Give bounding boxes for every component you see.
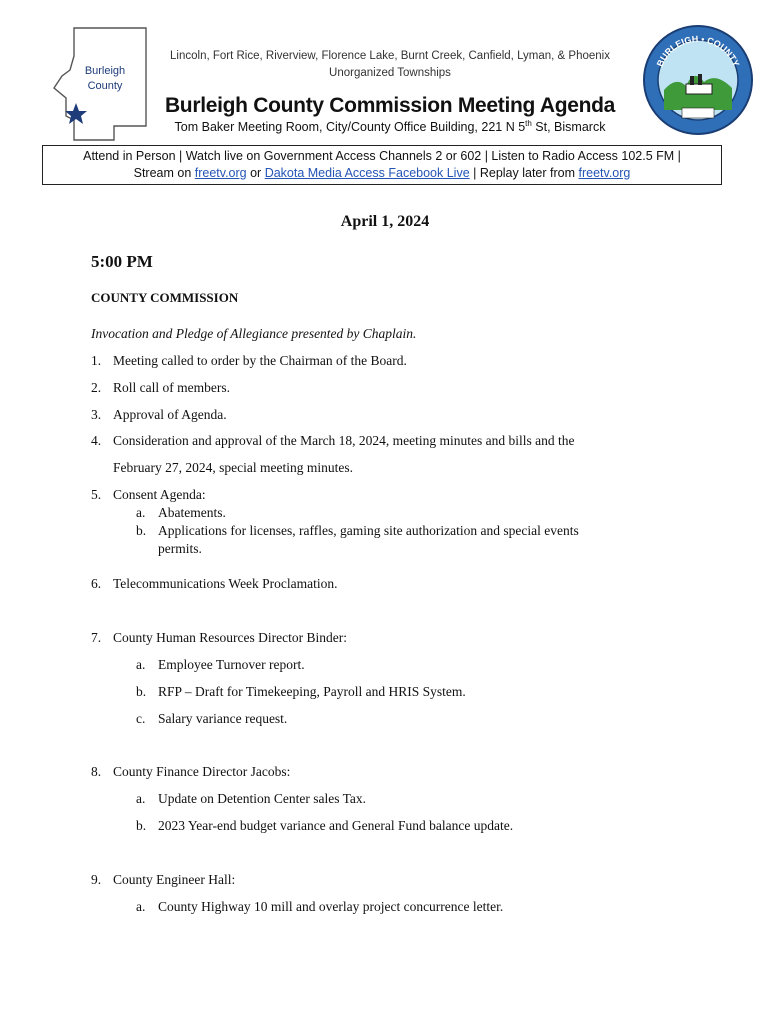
agenda-item-4-continued: February 27, 2024, special meeting minutes. bbox=[113, 460, 353, 475]
agenda-item-4: 4. Consideration and approval of the March 18, 2024, meeting minutes and bills and the bbox=[91, 433, 575, 448]
agenda-item-8b: b. 2023 Year-end budget variance and General Fund balance update. bbox=[136, 818, 514, 833]
agenda-item-5: 5. Consent Agenda: bbox=[91, 487, 206, 502]
section-heading: COUNTY COMMISSION bbox=[91, 290, 239, 305]
attend-info-box bbox=[42, 145, 722, 185]
meeting-location: Tom Baker Meeting Room, City/County Office Building, 221 N 5th St, Bismarck bbox=[174, 119, 606, 135]
seal-text: BURLEIGH • COUNTY bbox=[654, 33, 742, 69]
townships-line-1: Lincoln, Fort Rice, Riverview, Florence Lake, Burnt Creek, Canfield, Lyman, & Phoenix bbox=[170, 50, 610, 62]
agenda-item-9a: a. County Highway 10 mill and overlay project concurrence letter. bbox=[136, 899, 504, 914]
agenda-item-5b-continued: permits. bbox=[158, 541, 202, 556]
attend-line-2: Stream on freetv.org or Dakota Media Access Facebook Live | Replay later from freetv.org bbox=[133, 166, 631, 180]
agenda-item-7c: c. Salary variance request. bbox=[136, 711, 288, 726]
county-map-logo bbox=[52, 26, 148, 142]
agenda-item-9: 9. County Engineer Hall: bbox=[91, 872, 236, 887]
townships-line-2: Unorganized Townships bbox=[329, 67, 451, 79]
agenda-item-7a: a. Employee Turnover report. bbox=[136, 657, 305, 672]
freetv-replay-link[interactable]: freetv.org bbox=[578, 166, 631, 180]
facebook-live-link[interactable]: Dakota Media Access Facebook Live bbox=[264, 166, 470, 180]
agenda-item-7b: b. RFP – Draft for Timekeeping, Payroll and HRIS System. bbox=[136, 684, 466, 699]
page-title: Burleigh County Commission Meeting Agenda bbox=[164, 94, 616, 117]
agenda-item-2: 2. Roll call of members. bbox=[91, 380, 230, 395]
agenda-item-7: 7. County Human Resources Director Binder: bbox=[91, 630, 347, 645]
agenda-item-6: 6. Telecommunications Week Proclamation. bbox=[91, 576, 338, 591]
agenda-item-5a: a. Abatements. bbox=[136, 505, 226, 520]
map-label-1: Burleigh bbox=[84, 65, 126, 77]
invocation-text: Invocation and Pledge of Allegiance presented by Chaplain. bbox=[91, 326, 417, 341]
map-label-2: County bbox=[87, 80, 123, 92]
agenda-item-3: 3. Approval of Agenda. bbox=[91, 407, 227, 422]
freetv-link[interactable]: freetv.org bbox=[194, 166, 247, 180]
star-icon bbox=[65, 103, 87, 124]
townships-text bbox=[150, 48, 630, 82]
agenda-item-8: 8. County Finance Director Jacobs: bbox=[91, 764, 291, 779]
agenda-item-5b: b. Applications for licenses, raffles, gaming site authorization and special events bbox=[136, 523, 579, 538]
agenda-item-1: 1. Meeting called to order by the Chairman of the Board. bbox=[91, 353, 407, 368]
county-seal-logo bbox=[642, 24, 754, 136]
agenda-item-8a: a. Update on Detention Center sales Tax. bbox=[136, 791, 366, 806]
meeting-time: 5:00 PM bbox=[91, 252, 153, 271]
meeting-date: April 1, 2024 bbox=[340, 213, 430, 230]
attend-line-1: Attend in Person | Watch live on Government Access Channels 2 or 602 | Listen to Radio Access 102.5 FM | bbox=[83, 149, 681, 163]
